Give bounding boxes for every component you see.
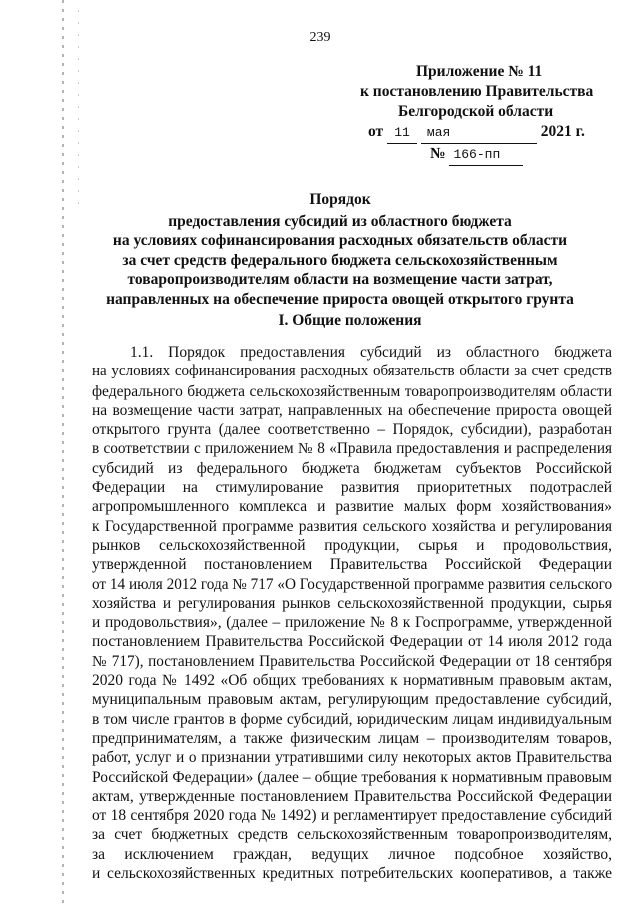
annex-number-prefix: № [430, 145, 446, 162]
body-line: № 717), постановлением Правительства Российской Федерации от 18 сентября [92, 652, 612, 670]
body-line: работ, услуг и о признании утратившими силу некоторых актов Правительства [92, 749, 612, 767]
body-line: агропромышленного комплекса и развитие малых форм хозяйствования» [92, 498, 612, 516]
body-line: от 14 июля 2012 года № 717 «О Государственной программе развития сельского [92, 575, 612, 593]
annex-date-prefix: от [368, 123, 384, 140]
body-line: в том числе грантов в форме субсидий, юридическим лицам индивидуальным [92, 710, 612, 728]
body-line: Федерации на стимулирование развития приоритетных подотраслей [92, 479, 612, 497]
body-line: актам, утвержденные постановлением Правительства Российской Федерации [92, 787, 612, 805]
body-line: муниципальным правовым актам, регулирующим предоставление субсидий, [92, 691, 612, 709]
body-line: открытого грунта (далее соответственно – Порядок, субсидии), разработан [92, 421, 612, 439]
annex-number-line [360, 144, 600, 166]
annex-date-day: 11 [387, 123, 417, 144]
body-paragraph [92, 343, 612, 883]
title-line: за счет средств федерального бюджета сельскохозяйственным [122, 251, 558, 269]
body-line: к Государственной программе развития сельского хозяйства и регулирования [92, 517, 612, 535]
body-line: 2020 года № 1492 «Об общих требованиях к нормативным правовым актам, [92, 672, 612, 690]
body-line: федерального бюджета сельскохозяйственным товаропроизводителям области [92, 382, 612, 400]
annex-date-line [360, 122, 600, 144]
title-line: на условиях софинансирования расходных обязательств области [112, 232, 568, 249]
body-line: за исключением граждан, ведущих личное подсобное хозяйство, [92, 845, 612, 863]
annex-region-line: Белгородской области [398, 103, 554, 120]
body-line: 1.1. Порядок предоставления субсидий из областного бюджета [130, 344, 612, 361]
title-line: товаропроизводителям области на возмещение части затрат, [127, 271, 553, 288]
body-line: постановлением Правительства Российской Федерации от 14 июля 2012 года [92, 633, 612, 651]
annex-header [360, 62, 600, 166]
annex-number-value: 166-пп [449, 145, 523, 166]
body-line: предпринимателям, а также физическим лицам – производителям товаров, [92, 729, 612, 747]
body-line: и сельскохозяйственных кредитных потребительских кооперативов, а также [92, 865, 612, 883]
body-line: субсидий из федерального бюджета бюджетам субъектов Российской [92, 459, 612, 477]
annex-date-month: мая [421, 123, 537, 144]
scan-binding-edge [62, 0, 64, 905]
document-title [80, 190, 600, 309]
section-heading: I. Общие положения [278, 312, 422, 329]
title-heading: Порядок [309, 191, 371, 208]
body-line: на условиях софинансирования расходных обязательств области за счет средств [92, 363, 612, 380]
body-line: Российской Федерации» (далее – общие требования к нормативным правовым [92, 768, 612, 786]
body-line: рынков сельскохозяйственной продукции, сырья и продовольствия, [92, 536, 612, 554]
annex-date-year: 2021 г. [540, 123, 585, 140]
annex-decree-line: к постановлению Правительства [360, 83, 594, 100]
body-line: на возмещение части затрат, направленных на обеспечение прироста овощей [92, 401, 612, 419]
body-line: от 18 сентября 2020 года № 1492) и регламентирует предоставление субсидий [92, 807, 612, 825]
body-line: и продовольствия», (далее – приложение № 8 к Госпрограмме, утвержденной [92, 614, 612, 632]
annex-title: Приложение № 11 [416, 63, 543, 80]
body-line: утвержденной постановлением Правительства Российской Федерации [92, 556, 612, 574]
title-line: предоставления субсидий из областного бюджета [168, 212, 512, 230]
body-line: в соответствии с приложением № 8 «Правила предоставления и распределения [92, 440, 612, 458]
title-line: направленных на обеспечение прироста овощей открытого грунта [106, 290, 574, 308]
page-number: 239 [309, 30, 331, 45]
body-line: хозяйства и регулирования рынков сельскохозяйственной продукции, сырья [92, 594, 612, 612]
body-line: за счет бюджетных средств сельскохозяйственным товаропроизводителям, [92, 826, 612, 844]
